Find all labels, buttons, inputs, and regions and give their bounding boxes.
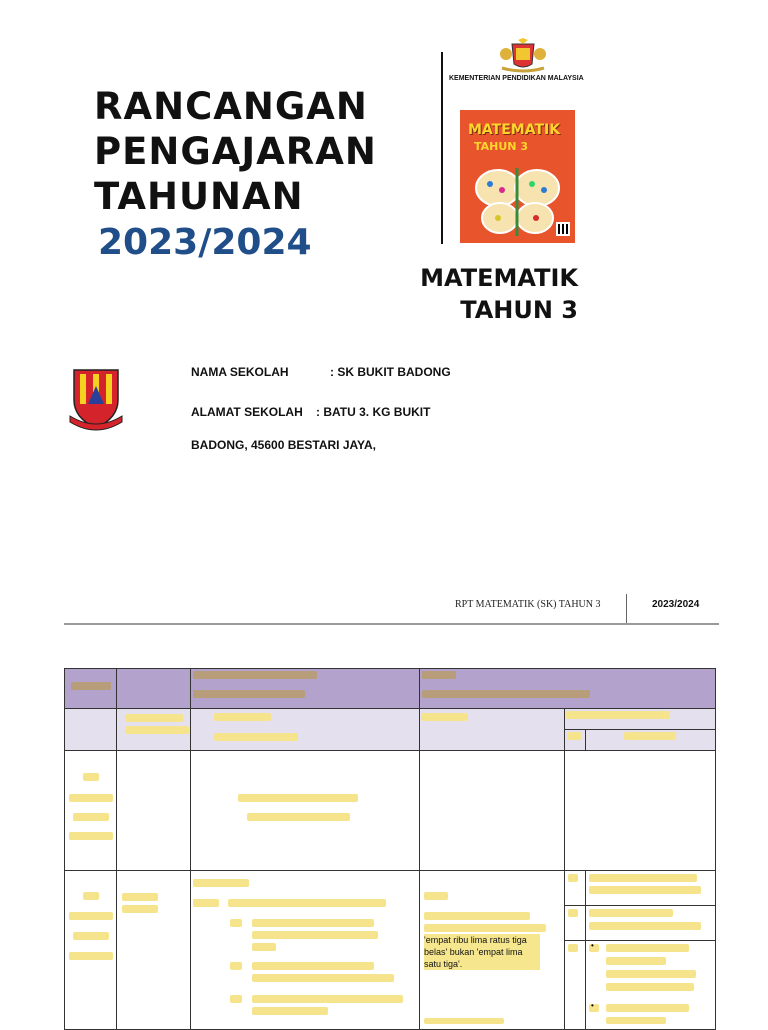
book-grade: TAHUN 3 (474, 140, 528, 153)
redacted-text (193, 671, 317, 679)
table-subheader-cell (64, 708, 117, 751)
redacted-text (214, 713, 271, 721)
redacted-text (125, 714, 183, 722)
table-cell (190, 750, 420, 871)
redacted-text (69, 952, 113, 960)
redacted-text (606, 944, 689, 952)
redacted-text (69, 912, 113, 920)
redacted-text (589, 874, 697, 882)
book-title: MATEMATIK (468, 122, 561, 138)
table-cell (64, 750, 117, 871)
redacted-text (589, 886, 701, 894)
redacted-text (568, 944, 578, 952)
school-name-label: NAMA SEKOLAH (191, 365, 289, 379)
redacted-text (252, 943, 276, 951)
redacted-text (71, 682, 111, 690)
table-cell (564, 940, 586, 1030)
ministry-name: KEMENTERIAN PENDIDIKAN MALAYSIA (449, 75, 584, 82)
redacted-text (69, 832, 113, 840)
redacted-text (568, 909, 578, 917)
school-address-label: ALAMAT SEKOLAH (191, 405, 303, 419)
redacted-text (69, 794, 113, 802)
school-address-value: : BATU 3. KG BUKIT (316, 405, 431, 419)
bullet-icon: • (591, 1001, 594, 1010)
redacted-text (606, 983, 694, 991)
table-cell (190, 870, 420, 1030)
redacted-text (252, 1007, 328, 1015)
school-address-line2: BADONG, 45600 BESTARI JAYA, (191, 438, 376, 452)
qr-code-icon (556, 222, 570, 236)
redacted-text (424, 912, 530, 920)
redacted-text (122, 893, 158, 901)
ministry-crest-icon (496, 38, 550, 79)
redacted-text (193, 690, 305, 698)
redacted-text (73, 932, 109, 940)
redacted-text (252, 974, 394, 982)
redacted-text (606, 957, 666, 965)
redacted-text (252, 919, 374, 927)
subject-line-2: TAHUN 3 (460, 296, 578, 324)
redacted-text (589, 922, 701, 930)
title-line-3: TAHUNAN (94, 175, 304, 218)
redacted-text (421, 713, 468, 721)
table-header-cell (419, 668, 716, 709)
redacted-text (193, 899, 219, 907)
title-line-1: RANCANGAN (94, 85, 368, 128)
redacted-text (73, 813, 109, 821)
title-line-2: PENGAJARAN (94, 130, 377, 173)
doc-header-year: 2023/2024 (652, 599, 700, 610)
school-name-value: : SK BUKIT BADONG (330, 365, 451, 379)
redacted-text (228, 899, 386, 907)
redacted-text (230, 995, 242, 1003)
redacted-text (230, 919, 242, 927)
subject-title (374, 262, 578, 326)
redacted-text (422, 690, 590, 698)
redacted-text (230, 962, 242, 970)
redacted-text (252, 962, 374, 970)
redacted-text (567, 732, 581, 740)
redacted-text (252, 931, 378, 939)
redacted-text (424, 1018, 504, 1024)
textbook-cover-image (460, 110, 575, 243)
redacted-text (424, 924, 546, 932)
redacted-text (568, 874, 578, 882)
example-note: 'empat ribu lima ratus tiga belas' bukan 'empat lima satu tiga'. (424, 934, 540, 970)
redacted-text (252, 995, 403, 1003)
redacted-text (606, 970, 696, 978)
redacted-text (125, 726, 189, 734)
table-cell (564, 750, 716, 871)
school-logo-icon (68, 366, 124, 439)
book-butterfly-icon (470, 160, 565, 240)
redacted-text (589, 909, 673, 917)
subject-line-1: MATEMATIK (420, 264, 578, 292)
redacted-text (214, 733, 298, 741)
cover-title (94, 84, 377, 219)
header-separator (626, 594, 627, 624)
cover-year: 2023/2024 (98, 222, 312, 263)
redacted-text (83, 773, 99, 781)
redacted-text (422, 671, 456, 679)
header-rule (64, 623, 719, 625)
redacted-text (606, 1017, 666, 1024)
table-cell (116, 750, 191, 871)
table-cell (419, 750, 565, 871)
redacted-text (238, 794, 358, 802)
bullet-icon: • (591, 941, 594, 950)
redacted-text (247, 813, 350, 821)
redacted-text (83, 892, 99, 900)
redacted-text (624, 732, 676, 740)
doc-header-title: RPT MATEMATIK (SK) TAHUN 3 (455, 599, 601, 610)
redacted-text (122, 905, 158, 913)
vertical-divider (441, 52, 443, 244)
redacted-text (193, 879, 249, 887)
redacted-text (606, 1004, 689, 1012)
redacted-text (566, 711, 670, 719)
table-header-cell (116, 668, 191, 709)
redacted-text (424, 892, 448, 900)
